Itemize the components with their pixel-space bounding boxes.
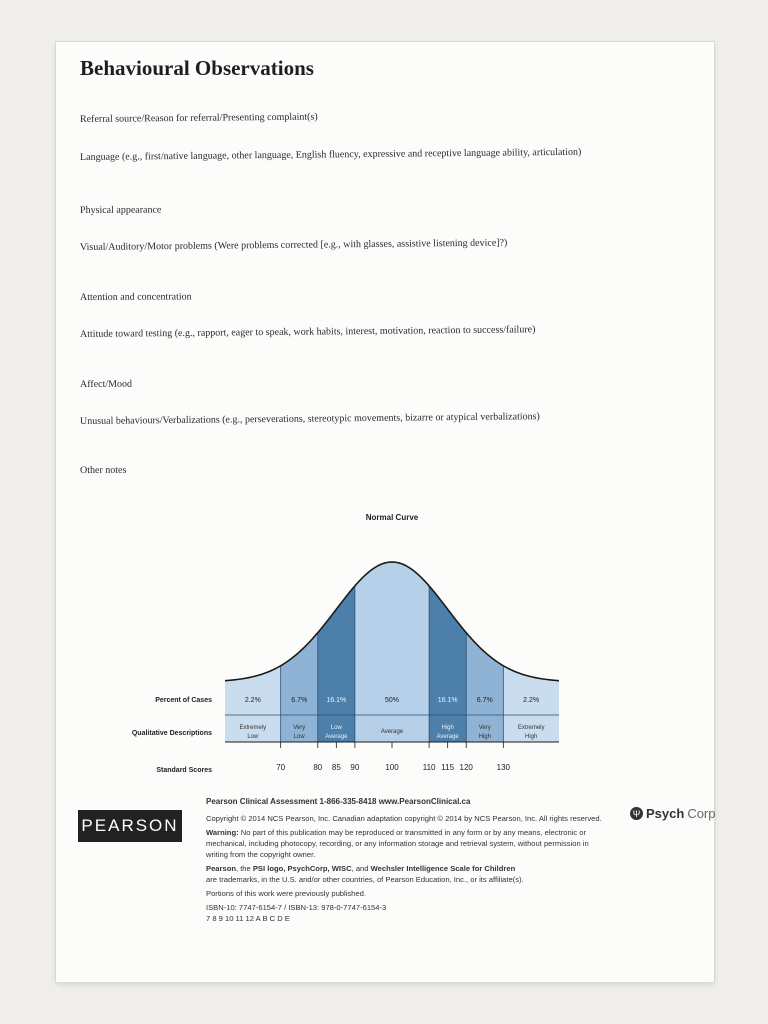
band-label-1-1: Low [293, 734, 305, 740]
band-label-2-1: Average [325, 734, 348, 740]
warning-text: No part of this publication may be reproduced or transmitted in any form or by any means, electronic or mechanical, including photocopy, recording, or any information storage and retrieval system, without permission in writing from the copyright owner. [206, 827, 589, 859]
band-percent-2: 16.1% [326, 697, 347, 704]
band-label-5-0: Very [478, 725, 491, 731]
trademark-pearson: Pearson [206, 863, 236, 873]
observation-affect-mood: Affect/Mood [79, 378, 133, 390]
normal-curve-chart [56, 502, 714, 774]
band-label-6-0: Extremely [517, 725, 545, 731]
band-label-0-0: Extremely [239, 725, 267, 731]
observation-attention: Attention and concentration [79, 291, 192, 303]
trademark-sep-1: , the [235, 863, 253, 873]
observation-physical-appearance: Physical appearance [79, 204, 162, 216]
tick-label-7: 120 [459, 763, 473, 772]
observation-referral: Referral source/Reason for referral/Presenting complaint(s) [79, 111, 318, 125]
observation-other-notes: Other notes [79, 464, 127, 476]
band-percent-5: 6.7% [476, 697, 493, 704]
warning-label: Warning: [206, 827, 239, 837]
trademark-products: PSI logo, PsychCorp, WISC [252, 863, 352, 873]
observation-language: Language (e.g., first/native language, other language, English fluency, expressive and receptive language ability, articulation) [79, 146, 582, 163]
footer-isbn: ISBN-10: 7747-6154-7 / ISBN-13: 978-0-7747-6154-3 [206, 902, 387, 912]
footer-text [206, 796, 606, 924]
row-label-qualitative: Qualitative Descriptions [131, 730, 212, 737]
band-percent-1: 6.7% [291, 697, 308, 704]
psi-logo-icon: Ψ [630, 807, 643, 820]
tick-label-1: 80 [313, 763, 323, 772]
band-label-1-0: Very [293, 725, 306, 731]
page-title: Behavioural Observations [80, 56, 314, 80]
footer-contact: Pearson Clinical Assessment 1-866-335-8418 www.PearsonClinical.ca [206, 797, 471, 806]
brand-corp: Corp [687, 806, 716, 821]
tick-label-0: 70 [276, 763, 286, 772]
trademark-wisc: Wechsler Intelligence Scale for Children [370, 863, 516, 873]
pearson-logo: PEARSON [78, 810, 182, 842]
tick-label-4: 100 [385, 763, 399, 772]
band-label-3-0: Average [380, 729, 404, 735]
band-label-0-1: Low [247, 734, 259, 740]
tick-label-6: 115 [441, 763, 455, 772]
trademark-sep-2: , and [351, 863, 371, 873]
band-percent-6: 2.2% [523, 697, 540, 704]
footer-portions: Portions of this work were previously published. [206, 888, 366, 898]
tick-label-8: 130 [496, 763, 511, 772]
band-percent-4: 16.1% [437, 697, 458, 704]
tick-label-5: 110 [422, 763, 436, 772]
tick-label-3: 90 [350, 763, 360, 772]
footer-copyright: Copyright © 2014 NCS Pearson, Inc. Canadian adaptation copyright © 2014 by NCS Pearson, Inc. All rights reserved. [206, 813, 602, 823]
chart-title: Normal Curve [365, 513, 419, 522]
band-percent-3: 50% [384, 697, 400, 704]
band-label-5-1: High [478, 734, 491, 740]
row-label-percent: Percent of Cases [155, 697, 212, 704]
observation-unusual-behaviours: Unusual behaviours/Verbalizations (e.g., perseverations, stereotypic movements, bizarre or atypical verbalizations) [79, 411, 540, 427]
band-label-2-0: Low [330, 725, 342, 731]
band-percent-0: 2.2% [244, 697, 261, 704]
band-label-4-1: Average [436, 734, 459, 740]
footer-trademarks [206, 863, 606, 885]
psychcorp-brand [630, 806, 716, 821]
trademark-rest: are trademarks, in the U.S. and/or other countries, of Pearson Education, Inc., or its affiliate(s). [206, 874, 524, 884]
band-label-4-0: High [441, 725, 454, 731]
observation-visual-auditory-motor: Visual/Auditory/Motor problems (Were problems corrected [e.g., with glasses, assistive listening device]?) [79, 237, 508, 253]
band-label-6-1: High [524, 734, 538, 740]
brand-psych: Psych [646, 806, 685, 821]
footer-printing: 7 8 9 10 11 12 A B C D E [206, 913, 290, 923]
observation-attitude: Attitude toward testing (e.g., rapport, eager to speak, work habits, interest, motivation, reaction to success/failure) [79, 324, 536, 340]
document-page [56, 42, 714, 982]
tick-label-2: 85 [331, 763, 341, 772]
footer-warning [206, 827, 606, 860]
row-label-scores: Standard Scores [156, 767, 212, 774]
